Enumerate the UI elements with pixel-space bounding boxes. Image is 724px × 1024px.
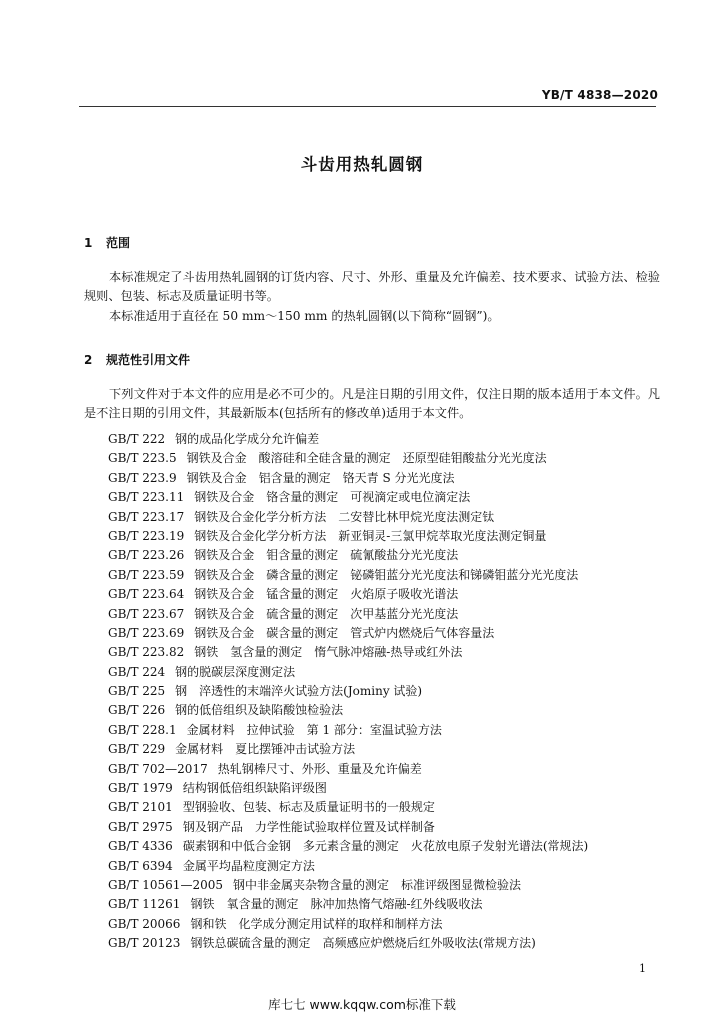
- reference-code: GB/T 6394: [108, 858, 173, 873]
- reference-code: GB/T 223.82: [108, 645, 185, 660]
- reference-item: [108, 546, 588, 565]
- reference-title: 钢铁 氢含量的测定 惰气脉冲熔融-热导或红外法: [194, 645, 463, 660]
- section-number: 1: [84, 236, 93, 250]
- document-title: 斗齿用热轧圆钢: [300, 155, 424, 174]
- reference-title: 钢的低倍组织及缺陷酸蚀检验法: [175, 703, 344, 718]
- reference-item: [108, 721, 588, 740]
- reference-code: GB/T 223.19: [108, 528, 185, 543]
- reference-code: GB/T 2975: [108, 819, 173, 834]
- reference-item: [108, 701, 588, 720]
- reference-code: GB/T 223.9: [108, 470, 177, 485]
- reference-title: 型钢验收、包装、标志及质量证明书的一般规定: [182, 800, 435, 815]
- section-title: 范围: [106, 236, 131, 250]
- reference-code: GB/T 223.64: [108, 587, 185, 602]
- reference-code: GB/T 223.17: [108, 509, 185, 524]
- reference-list: [108, 430, 588, 954]
- reference-code: GB/T 223.26: [108, 548, 185, 563]
- reference-title: 钢铁及合金 碳含量的测定 管式炉内燃烧后气体容量法: [194, 625, 495, 640]
- reference-item: [108, 449, 588, 468]
- reference-title: 钢 淬透性的末端淬火试验方法(Jominy 试验): [175, 684, 423, 699]
- watermark-text: 库七七 www.kqqw.com标准下载: [268, 997, 456, 1012]
- section-heading-scope: [84, 234, 130, 251]
- reference-title: 钢铁及合金 硫含量的测定 次甲基蓝分光光度法: [194, 606, 459, 621]
- reference-code: GB/T 4336: [108, 839, 173, 854]
- reference-item: [108, 663, 588, 682]
- reference-item: [108, 895, 588, 914]
- reference-title: 钢铁及合金 磷含量的测定 铋磷钼蓝分光光度法和锑磷钼蓝分光光度法: [194, 567, 579, 582]
- reference-title: 钢铁及合金化学分析方法 二安替比林甲烷光度法测定钛: [194, 509, 495, 524]
- reference-code: GB/T 226: [108, 703, 166, 718]
- reference-title: 钢的脱碳层深度测定法: [175, 664, 296, 679]
- reference-item: [108, 527, 588, 546]
- reference-item: [108, 760, 588, 779]
- reference-title: 金属材料 拉伸试验 第 1 部分：室温试验方法: [186, 722, 442, 737]
- scope-paragraph-1: 本标准规定了斗齿用热轧圆钢的订货内容、尺寸、外形、重量及允许偏差、技术要求、试验方法、检验规则、包装、标志及质量证明书等。: [84, 270, 660, 303]
- reference-code: GB/T 10561—2005: [108, 877, 223, 892]
- header-rule: [79, 106, 656, 107]
- reference-title: 钢的成品化学成分允许偏差: [175, 432, 320, 446]
- reference-title: 金属平均晶粒度测定方法: [182, 858, 315, 873]
- reference-code: GB/T 229: [108, 742, 166, 757]
- reference-code: GB/T 223.11: [108, 490, 185, 505]
- reference-code: GB/T 228.1: [108, 722, 177, 737]
- reference-code: GB/T 223.67: [108, 606, 185, 621]
- reference-title: 钢铁及合金 铬含量的测定 可视滴定或电位滴定法: [194, 490, 471, 505]
- references-intro-paragraph: 下列文件对于本文件的应用是必不可少的。凡是注日期的引用文件，仅注日期的版本适用于本文件。凡是不注日期的引用文件，其最新版本(包括所有的修改单)适用于本文件。: [84, 387, 660, 420]
- reference-code: GB/T 222: [108, 432, 166, 446]
- reference-item: [108, 508, 588, 527]
- reference-item: [108, 643, 588, 662]
- reference-title: 钢铁总碳硫含量的测定 高频感应炉燃烧后红外吸收法(常规方法): [190, 936, 536, 951]
- reference-title: 钢铁及合金化学分析方法 新亚铜灵-三氯甲烷萃取光度法测定铜量: [194, 528, 547, 543]
- reference-code: GB/T 223.5: [108, 451, 177, 466]
- reference-item: [108, 624, 588, 643]
- reference-code: GB/T 224: [108, 664, 166, 679]
- reference-code: GB/T 1979: [108, 781, 173, 796]
- reference-title: 钢铁 氧含量的测定 脉冲加热惰气熔融-红外线吸收法: [190, 897, 483, 912]
- reference-title: 金属材料 夏比摆锤冲击试验方法: [175, 742, 356, 757]
- section-number: 2: [84, 353, 93, 367]
- reference-title: 钢中非金属夹杂物含量的测定 标准评级图显微检验法: [232, 877, 521, 892]
- reference-item: [108, 585, 588, 604]
- reference-item: [108, 915, 588, 934]
- scope-paragraph-2: 本标准适用于直径在 50 mm～150 mm 的热轧圆钢(以下简称“圆钢”)。: [109, 309, 500, 323]
- reference-item: [108, 682, 588, 701]
- reference-item: [108, 818, 588, 837]
- reference-title: 结构钢低倍组织缺陷评级图: [182, 781, 327, 796]
- reference-code: GB/T 702—2017: [108, 761, 208, 776]
- standard-number: YB/T 4838—2020: [541, 88, 658, 102]
- reference-item: [108, 566, 588, 585]
- reference-code: GB/T 223.59: [108, 567, 185, 582]
- reference-title: 钢铁及合金 锰含量的测定 火焰原子吸收光谱法: [194, 587, 459, 602]
- reference-item: [108, 740, 588, 759]
- reference-code: GB/T 11261: [108, 897, 181, 912]
- reference-item: [108, 779, 588, 798]
- reference-item: [108, 798, 588, 817]
- reference-item: [108, 488, 588, 507]
- reference-title: 钢铁及合金 钼含量的测定 硫氰酸盐分光光度法: [194, 548, 459, 563]
- reference-title: 热轧钢棒尺寸、外形、重量及允许偏差: [217, 761, 422, 776]
- reference-item: [108, 469, 588, 488]
- reference-item: [108, 430, 588, 449]
- section-title: 规范性引用文件: [106, 353, 191, 367]
- reference-title: 碳素钢和中低合金钢 多元素含量的测定 火花放电原子发射光谱法(常规法): [182, 839, 589, 854]
- reference-item: [108, 837, 588, 856]
- reference-code: GB/T 20123: [108, 936, 181, 951]
- reference-code: GB/T 223.69: [108, 625, 185, 640]
- reference-item: [108, 876, 588, 895]
- reference-item: [108, 605, 588, 624]
- reference-title: 钢铁及合金 酸溶硅和全硅含量的测定 还原型硅钼酸盐分光光度法: [186, 451, 547, 466]
- page-number: 1: [639, 962, 646, 975]
- reference-code: GB/T 20066: [108, 916, 181, 931]
- reference-title: 钢铁及合金 铝含量的测定 铬天青 S 分光光度法: [186, 470, 455, 485]
- reference-item: [108, 857, 588, 876]
- section-heading-normative-references: [84, 351, 190, 368]
- reference-code: GB/T 2101: [108, 800, 173, 815]
- reference-title: 钢及钢产品 力学性能试验取样位置及试样制备: [182, 819, 435, 834]
- reference-code: GB/T 225: [108, 684, 166, 699]
- reference-item: [108, 934, 588, 953]
- reference-title: 钢和铁 化学成分测定用试样的取样和制样方法: [190, 916, 443, 931]
